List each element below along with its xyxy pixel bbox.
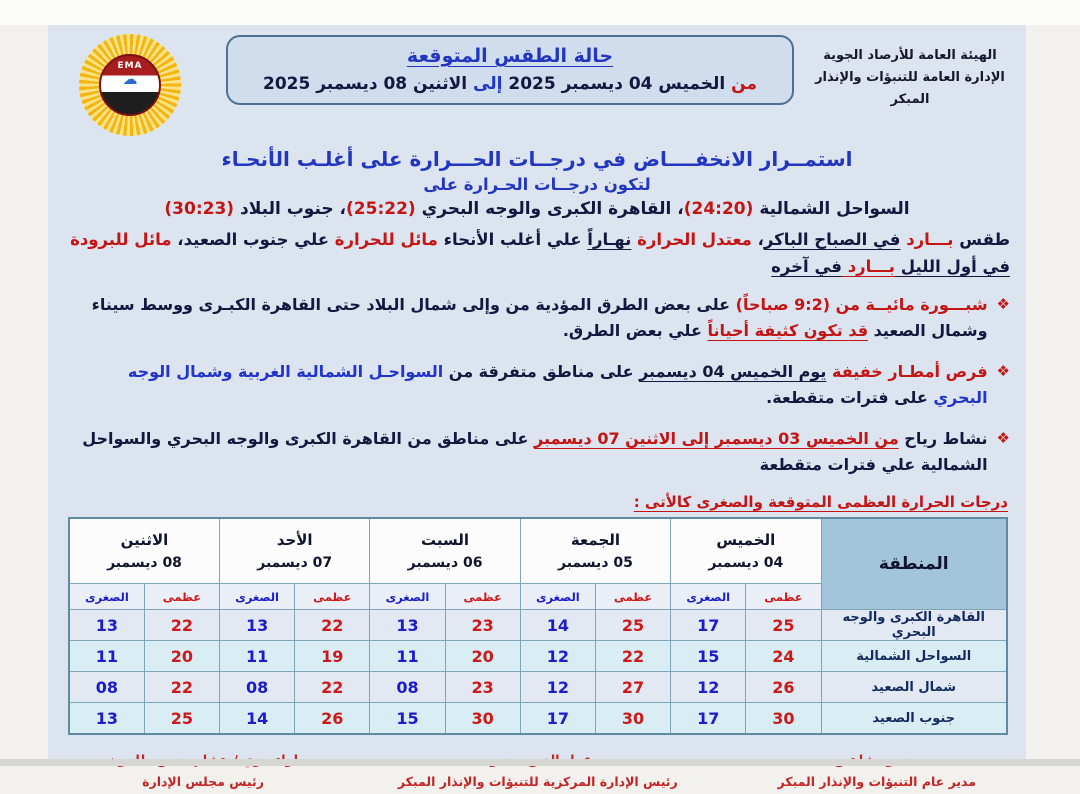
temp-max-cell: 30 [445, 703, 520, 734]
temp-min-cell: 11 [370, 641, 445, 672]
agency-line1: الهيئة العامة للأرصاد الجوية [823, 48, 997, 63]
temp-min-cell: 08 [370, 672, 445, 703]
text-segment: في الصباح الباكر [763, 230, 901, 249]
max-temp-label: عظمى [595, 584, 670, 610]
day-name: السبت [421, 531, 470, 550]
temp-min-cell: 13 [69, 610, 144, 641]
temp-max-cell: 22 [295, 610, 370, 641]
temp-min-cell: 13 [220, 610, 295, 641]
day-date: 05 ديسمبر [558, 555, 633, 572]
temp-min-cell: 17 [520, 703, 595, 734]
text-segment: على مناطق متفرقة من [443, 362, 640, 382]
max-temp-label: عظمى [445, 584, 520, 610]
day-header [69, 518, 220, 584]
ema-logo-text: EMA [117, 61, 143, 71]
bulletin-date-range [238, 74, 782, 94]
temp-max-cell: 23 [445, 672, 520, 703]
signature-director-forecasts: مدير عام التنبؤات والإنذار المبكر [777, 774, 976, 790]
temp-min-cell: 17 [671, 703, 746, 734]
agency-name-block [804, 33, 1016, 111]
temp-min-cell: 15 [671, 641, 746, 672]
text-segment: علي بعض الطرق. [562, 321, 708, 341]
text-segment: من الخميس 03 ديسمبر إلى الاثنين 07 ديسمبر [534, 429, 899, 449]
temp-max-cell: 22 [295, 672, 370, 703]
forecast-table-body [69, 610, 1007, 734]
text-segment: ، [751, 230, 764, 249]
temp-min-cell: 12 [520, 641, 595, 672]
agency-line2: الإدارة العامة للتنبؤات والإنذار المبكر [815, 70, 1005, 108]
text-segment: إلى [467, 74, 503, 94]
day-name: الأحد [276, 531, 313, 550]
max-temp-label: عظمى [746, 584, 821, 610]
max-temp-label: عظمى [144, 584, 219, 610]
day-header [671, 518, 821, 584]
text-segment: ، القاهرة الكبرى والوجه البحري [415, 199, 684, 219]
day-date: 07 ديسمبر [257, 555, 333, 572]
temp-min-cell: 12 [520, 672, 595, 703]
temp-max-cell: 26 [746, 672, 821, 703]
min-temp-label: الصغرى [69, 584, 144, 610]
text-segment: مائل للحرارة [329, 230, 438, 249]
min-temp-label: الصغرى [220, 584, 295, 610]
signature-chairman: رئيس مجلس الإدارة [142, 774, 264, 790]
temp-max-cell: 22 [144, 672, 219, 703]
forecast-table-head [69, 518, 1007, 610]
table-row [69, 641, 1007, 672]
text-segment: طقس [953, 230, 1010, 249]
temp-max-cell: 26 [295, 703, 370, 734]
temp-max-cell: 25 [144, 703, 219, 734]
warning-fog [70, 292, 1010, 344]
cloud-icon: ☁ [122, 70, 138, 88]
temp-max-cell: 23 [445, 610, 520, 641]
ema-logo [72, 33, 188, 137]
day-date: 04 ديسمبر [708, 555, 784, 572]
bottom-margin-strip [0, 759, 1080, 766]
temp-max-cell: 22 [595, 641, 670, 672]
temp-min-cell: 14 [520, 610, 595, 641]
text-segment: على مناطق من القاهرة الكبرى والوجه البحري والسواحل الشمالية علي فترات متقطعة [82, 429, 988, 474]
summary-temperature-ranges [48, 199, 1026, 219]
text-segment: (24:20) [683, 199, 754, 219]
signature-head-central-admin: رئيس الإدارة المركزية للتنبؤات والإنذار المبكر [397, 774, 678, 790]
summary-subline: لتكون درجــات الحـرارة على [423, 175, 651, 194]
day-name: الاثنين [120, 531, 169, 550]
text-segment: الاثنين 08 ديسمبر 2025 [262, 74, 468, 94]
day-header [370, 518, 520, 584]
text-segment: نهـاراً [587, 230, 632, 249]
text-segment: (30:23) [164, 199, 235, 219]
text-segment: (25:22) [346, 199, 416, 219]
text-segment: شبـــورة مائيــة من (9:2 صباحاً) [735, 295, 988, 315]
min-temp-label: الصغرى [520, 584, 595, 610]
text-segment: السواحـل الشمالية الغربية وشمال الوجه البحري [127, 362, 988, 408]
temp-min-cell: 13 [69, 703, 144, 734]
text-segment: بـــارد [900, 230, 954, 249]
day-date: 06 ديسمبر [407, 555, 483, 572]
text-segment: علي أغلب الأنحاء [437, 230, 588, 249]
temp-min-cell: 11 [69, 641, 144, 672]
forecast-summary [48, 147, 1026, 219]
diamond-bullet-icon: ❖ [996, 295, 1010, 314]
temp-max-cell: 22 [144, 610, 219, 641]
bulletin-title: حالة الطقس المتوقعة [406, 45, 614, 67]
temp-min-cell: 13 [370, 610, 445, 641]
day-name: الجمعة [570, 531, 621, 550]
region-cell: السواحل الشمالية [821, 641, 1007, 672]
text-segment: من [725, 74, 758, 94]
region-column-header: المنطقة [821, 518, 1007, 610]
temp-min-cell: 12 [671, 672, 746, 703]
temp-min-cell: 17 [671, 610, 746, 641]
text-segment: نشاط رياح [898, 429, 988, 449]
diamond-bullet-icon: ❖ [996, 429, 1010, 448]
text-segment: فرص أمطـار خفيفة [826, 362, 988, 382]
region-cell: القاهرة الكبرى والوجه البحري [821, 610, 1007, 641]
day-name: الخميس [716, 531, 776, 550]
weather-description [48, 219, 1026, 280]
summary-headline: استمــرار الانخفــــاض في درجــات الحـــرارة على أغلـب الأنحـاء [221, 147, 853, 171]
warning-rain [70, 359, 1010, 411]
temp-max-cell: 27 [595, 672, 670, 703]
warning-wind [70, 426, 1010, 478]
temp-min-cell: 15 [370, 703, 445, 734]
document-header [48, 25, 1026, 137]
temp-min-cell: 11 [220, 641, 295, 672]
day-header [520, 518, 670, 584]
text-segment: علي جنوب الصعيد، [171, 230, 330, 249]
text-segment: السواحل الشمالية [753, 199, 910, 219]
text-segment: على فترات متقطعة. [766, 388, 934, 408]
diamond-bullet-icon: ❖ [996, 362, 1010, 381]
text-segment: في آخره [771, 257, 842, 277]
weather-bulletin-document [48, 25, 1026, 790]
max-temp-label: عظمى [295, 584, 370, 610]
text-segment: مائل للبرودة [70, 230, 172, 249]
temp-max-cell: 24 [746, 641, 821, 672]
table-row [69, 610, 1007, 641]
text-segment: بـــارد [841, 257, 895, 277]
text-segment: قد تكون كثيفة أحياناً [707, 321, 869, 341]
temp-min-cell: 14 [220, 703, 295, 734]
temp-max-cell: 20 [144, 641, 219, 672]
temp-max-cell: 30 [746, 703, 821, 734]
temp-min-cell: 08 [220, 672, 295, 703]
day-header [220, 518, 370, 584]
temp-max-cell: 20 [445, 641, 520, 672]
text-segment: يوم الخميس 04 ديسمبر [639, 362, 827, 382]
region-cell: شمال الصعيد [821, 672, 1007, 703]
text-segment: ، جنوب البلاد [234, 199, 347, 219]
text-segment: الخميس 04 ديسمبر 2025 [502, 74, 726, 94]
day-date: 08 ديسمبر [107, 555, 182, 572]
temp-max-cell: 25 [595, 610, 670, 641]
temp-max-cell: 30 [595, 703, 670, 734]
temp-max-cell: 25 [746, 610, 821, 641]
text-segment: في أول الليل [894, 257, 1010, 277]
ema-emblem [99, 54, 161, 116]
text-segment: على بعض الطرق المؤدية من وإلى شمال البلاد حتى القاهرة الكبـرى ووسط سيناء وشمال الصعيد [91, 295, 988, 341]
region-cell: جنوب الصعيد [821, 703, 1007, 734]
text-segment: معتدل الحرارة [631, 230, 752, 249]
table-row [69, 703, 1007, 734]
temperature-forecast-table [68, 517, 1008, 735]
temp-min-cell: 08 [69, 672, 144, 703]
min-temp-label: الصغرى [370, 584, 445, 610]
temperature-table-title: درجات الحرارة العظمى المتوقعة والصغرى كالأتى : [633, 492, 1008, 511]
min-temp-label: الصغرى [671, 584, 746, 610]
top-margin-strip [0, 0, 1080, 25]
weather-warnings-list [48, 280, 1026, 477]
table-row [69, 672, 1007, 703]
temp-max-cell: 19 [295, 641, 370, 672]
bulletin-title-box [226, 35, 794, 105]
